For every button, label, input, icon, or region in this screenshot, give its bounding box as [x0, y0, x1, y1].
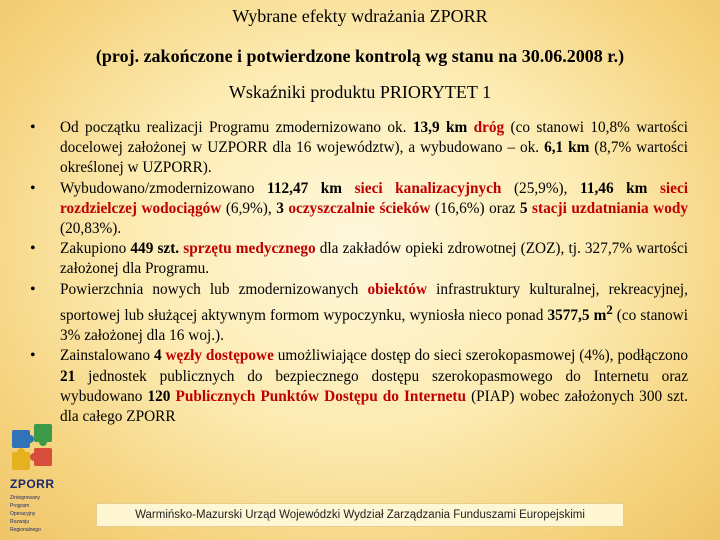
bullet-text: Wybudowano/zmodernizowano	[60, 179, 268, 197]
bullet-value: 11,46 km	[580, 179, 648, 197]
bullet-highlight: węzły dostępowe	[165, 347, 274, 365]
bullet-highlight: sieci kanalizacyjnych	[354, 179, 502, 197]
superscript: 2	[606, 302, 613, 317]
bullet-text: (6,9%),	[221, 199, 277, 217]
bullet-text: infrastruktury kulturalnej, rekreacyjnej, sportowej lub służącej aktywnym formom wypoczynku, wyniosła nieco ponad	[60, 280, 688, 324]
footer-text: Warmińsko-Mazurski Urząd Wojewódzki Wydział Zarządzania Funduszami Europejskimi	[96, 503, 624, 527]
bullet-text: jednostek publicznych do bezpiecznego dostępu szerokopasmowego do Internetu oraz wybudowano	[60, 367, 688, 405]
section-heading: Wskaźniki produktu PRIORYTET 1	[228, 82, 492, 102]
bullet-highlight: Publicznych Punktów Dostępu do Internetu	[175, 387, 467, 405]
logo-line: Zintegrowany	[10, 495, 41, 501]
bullet-text: (PIAP) wobec założonych 300 szt. dla całego ZPORR	[60, 387, 688, 425]
bullet-text: (8,7% wartości określonej w UZPORR).	[60, 139, 688, 177]
slide-title: Wybrane efekty wdrażania ZPORR	[232, 6, 488, 26]
puzzle-icon	[12, 424, 52, 470]
bullet-value: 6,1 km	[544, 139, 590, 157]
bullet-text: (co stanowi 3% założonej dla 16 woj.).	[60, 306, 688, 345]
bullet-text: (25,9%),	[501, 179, 581, 197]
bullet-highlight: sieci rozdzielczej wodociągów	[60, 179, 688, 217]
logo-wordmark: ZPORR	[10, 477, 55, 491]
bullet-text	[342, 180, 355, 197]
bullet-highlight: obiektów	[367, 280, 427, 298]
logo-line: Program	[10, 503, 30, 509]
bullet-text: (co stanowi 10,8% wartości docelowej założonej w UZPORR dla 16 województw), a wybudowano – ok.	[60, 119, 689, 157]
logo-subtitle	[10, 494, 60, 534]
bullet-text: (16,6%) oraz	[430, 199, 520, 217]
bullet-list	[30, 118, 688, 427]
bullet-highlight: oczyszczalnie ścieków	[288, 199, 431, 217]
bullet-value: 5	[519, 199, 528, 217]
bullet-value: 3	[276, 199, 284, 217]
bullet-value: 4	[153, 347, 162, 365]
bullet-item-broadband	[30, 346, 688, 427]
bullet-text: umożliwiające dostęp do sieci szerokopasmowej (4%), podłączono	[273, 347, 688, 365]
logo-line: Operacyjny	[10, 511, 36, 517]
logo-line: Rozwoju	[10, 519, 30, 525]
bullet-value: 449 szt.	[130, 240, 180, 258]
bullet-text: (20,83%).	[60, 220, 122, 238]
bullet-value: 13,9 km	[412, 119, 468, 136]
bullet-highlight: sprzętu medycznego	[183, 240, 316, 258]
bullet-item-buildings	[30, 280, 688, 347]
bullet-item-sewage	[30, 179, 688, 240]
bullet-text: Powierzchnia nowych lub zmodernizowanych	[60, 280, 368, 298]
bullet-value: 120	[147, 387, 171, 405]
bullet-highlight: stacji uzdatniania wody	[532, 199, 689, 217]
logo-line: Regionalnego	[10, 527, 41, 533]
bullet-item-roads	[30, 118, 688, 179]
bullet-item-medical	[30, 239, 688, 279]
bullet-text: Od początku realizacji Programu zmodernizowano ok.	[60, 119, 413, 136]
bullet-value: 3577,5 m	[547, 306, 607, 324]
bullet-text: Zainstalowano	[60, 347, 154, 365]
bullet-text: dla zakładów opieki zdrowotnej (ZOZ), tj. 327,7% wartości założonej dla Programu.	[60, 240, 688, 278]
bullet-value: 21	[60, 367, 76, 385]
bullet-value: 112,47 km	[267, 179, 343, 197]
slide-subtitle: (proj. zakończone i potwierdzone kontrolą wg stanu na 30.06.2008 r.)	[95, 46, 625, 66]
bullet-highlight: dróg	[473, 119, 505, 136]
bullet-text: Zakupiono	[60, 240, 131, 258]
bullet-text	[647, 180, 660, 197]
